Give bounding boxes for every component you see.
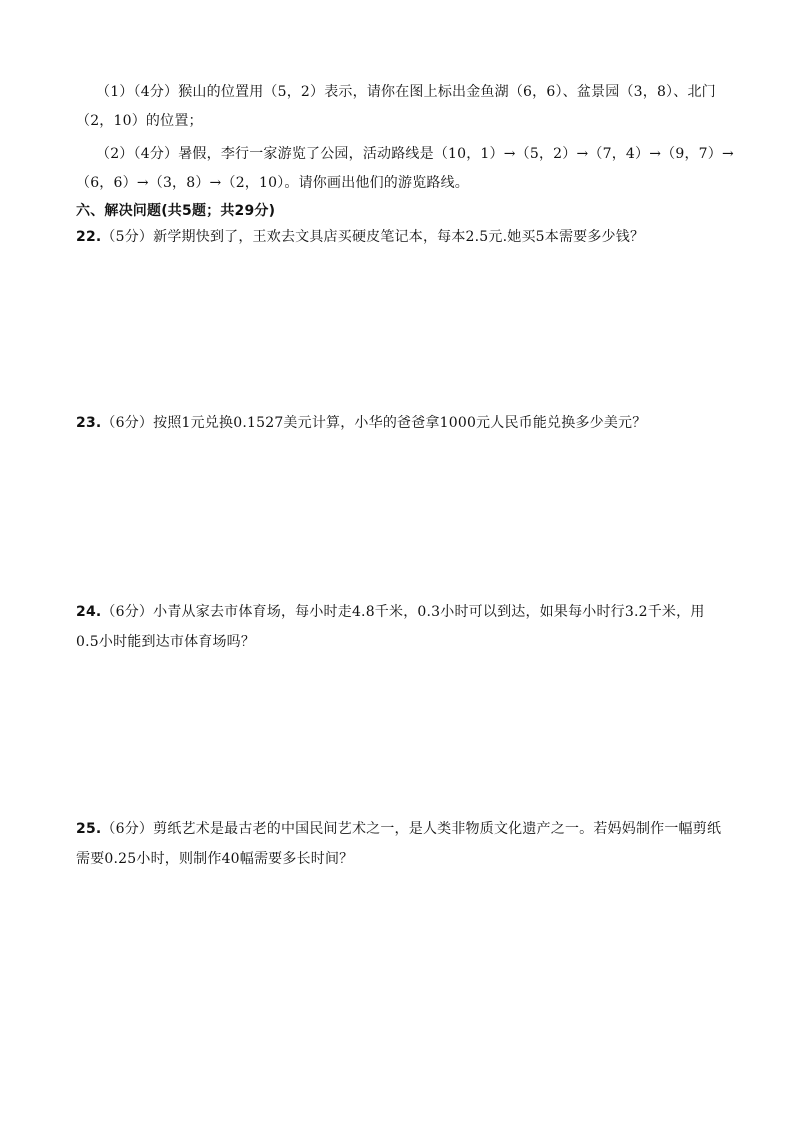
q23-text: 按照1元兑换0.1527美元计算，小华的爸爸拿1000元人民币能兑换多少美元？ [153, 415, 647, 431]
q24-text: 小青从家去市体育场，每小时走4.8千米，0.3小时可以到达，如果每小时行3.2千米，用 [153, 604, 705, 620]
q24-number: 24 [76, 604, 96, 620]
q25-text: 剪纸艺术是最古老的中国民间艺术之一，是人类非物质文化遗产之一。若妈妈制作一幅剪纸 [153, 821, 722, 837]
q22-dot: . [95, 229, 102, 245]
q25-line-1 [76, 819, 721, 839]
q22-text: 新学期快到了，王欢去文具店买硬皮笔记本，每本2.5元.她买5本需要多少钱？ [153, 229, 645, 245]
q25-score: （6分） [101, 821, 154, 837]
section-heading: 六、解决问题(共5题；共29分) [76, 203, 276, 219]
q21-1-line-1: （1）（4分）猴山的位置用（5，2）表示，请你在图上标出金鱼湖（6，6）、盆景园（3，8）、北门 [96, 84, 716, 100]
q22-number: 22 [76, 229, 96, 245]
q22-line-1 [76, 227, 644, 247]
q21-2-line-1: （2）（4分）暑假，李行一家游览了公园，活动路线是（10，1）→（5，2）→（7，4）→（9，7）→ [96, 146, 734, 162]
q24-line-2: 0.5小时能到达市体育场吗？ [76, 634, 256, 650]
q22-score: （5分） [101, 229, 154, 245]
q23-dot: . [95, 415, 102, 431]
q21-1-line-2: （2，10）的位置； [76, 113, 203, 129]
q25-dot: . [95, 821, 102, 837]
q24-dot: . [95, 604, 102, 620]
q25-line-2: 需要0.25小时，则制作40幅需要多长时间？ [76, 851, 354, 867]
q23-line-1 [76, 413, 646, 433]
q24-line-1 [76, 602, 705, 622]
q23-score: （6分） [101, 415, 154, 431]
q23-number: 23 [76, 415, 96, 431]
q21-2-line-2: （6，6）→（3，8）→（2，10）。请你画出他们的游览路线。 [76, 175, 470, 191]
q24-score: （6分） [101, 604, 154, 620]
q25-number: 25 [76, 821, 96, 837]
